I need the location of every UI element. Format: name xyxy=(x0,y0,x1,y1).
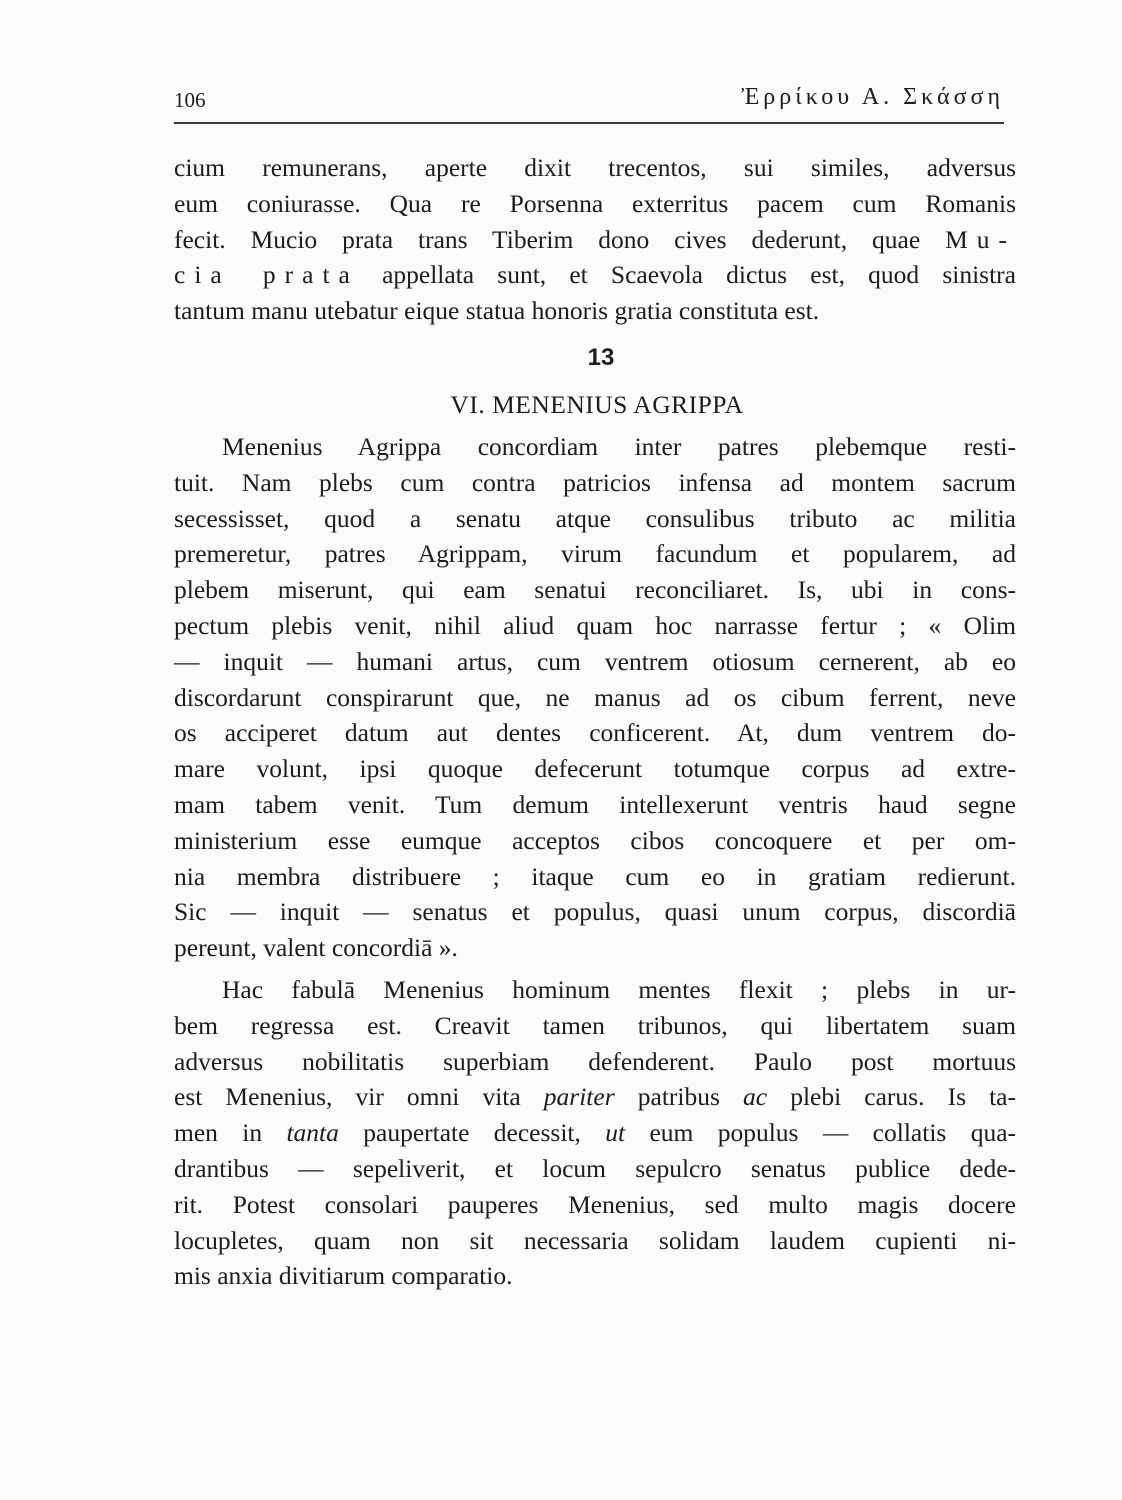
text-fragment: eum populus — collatis qua- xyxy=(625,1118,1017,1148)
text-line: secessisset, quod a senatu atque consulibus tributo ac militia xyxy=(174,503,1016,533)
text-line: adversus nobilitatis superbiam defenderent. Paulo post mortuus xyxy=(174,1046,1016,1076)
text-line: discordarunt conspirarunt que, ne manus ad os cibum ferrent, neve xyxy=(174,682,1016,712)
text-fragment: men in xyxy=(174,1118,287,1148)
text-line xyxy=(174,1079,1016,1115)
italic-word: ut xyxy=(605,1118,626,1148)
text-line: ministerium esse eumque acceptos cibos concoquere et per om- xyxy=(174,825,1016,855)
text-line: eum coniurasse. Qua re Porsenna exterritus pacem cum Romanis xyxy=(174,188,1016,218)
text-line: Menenius Agrippa concordiam inter patres plebemque resti- xyxy=(222,431,1016,461)
section-title: VI. MENENIUS AGRIPPA xyxy=(450,389,744,419)
body-text xyxy=(174,150,1016,1294)
text-line: mam tabem venit. Tum demum intellexerunt ventris haud segne xyxy=(174,789,1016,819)
text-line: locupletes, quam non sit necessaria solidam laudem cupienti ni- xyxy=(174,1225,1016,1255)
running-head: Ἐρρίκου Α. Σκάσση xyxy=(741,84,1004,110)
page-header xyxy=(174,82,1004,124)
text-fragment: paupertate decessit, xyxy=(338,1118,606,1148)
text-line: plebem miserunt, qui eam senatui reconciliaret. Is, ubi in cons- xyxy=(174,575,1016,605)
text-line: Hac fabulā Menenius hominum mentes flexit ; plebs in ur- xyxy=(222,974,1016,1004)
text-line: premeretur, patres Agrippam, virum facundum et popularem, ad xyxy=(174,539,1016,569)
spaced-text: Mu- xyxy=(945,224,1016,254)
text-line: tantum manu utebatur eique statua honoris gratia constituta est. xyxy=(174,296,820,326)
text-line: bem regressa est. Creavit tamen tribunos, qui libertatem suam xyxy=(174,1010,1016,1040)
italic-word: tanta xyxy=(286,1118,339,1148)
text-line: mare volunt, ipsi quoque defecerunt totumque corpus ad extre- xyxy=(174,754,1016,784)
text-line xyxy=(174,1115,1016,1151)
text-line: — inquit — humani artus, cum ventrem otiosum cernerent, ab eo xyxy=(174,646,1016,676)
text-line: tuit. Nam plebs cum contra patricios infensa ad montem sacrum xyxy=(174,467,1016,497)
page-number: 106 xyxy=(174,88,206,112)
text-line: rit. Potest consolari pauperes Menenius, sed multo magis docere xyxy=(174,1189,1016,1219)
text-line: Sic — inquit — senatus et populus, quasi unum corpus, discordiā xyxy=(174,897,1016,927)
text-line: pereunt, valent concordiā ». xyxy=(174,933,458,963)
text-fragment: fecit. Mucio prata trans Tiberim dono cives dederunt, quae xyxy=(174,224,921,254)
text-line xyxy=(174,222,1016,258)
italic-word: pariter xyxy=(543,1082,615,1112)
text-line: cium remunerans, aperte dixit trecentos, sui similes, adversus xyxy=(174,153,1016,182)
text-fragment: plebi carus. Is ta- xyxy=(767,1082,1016,1112)
text-line: drantibus — sepeliverit, et locum sepulcro senatus publice dede- xyxy=(174,1153,1016,1183)
text-line: mis anxia divitiarum comparatio. xyxy=(174,1261,513,1291)
section-number: 13 xyxy=(587,343,615,371)
text-line xyxy=(174,257,1016,293)
text-fragment: appellata sunt, et Scaevola dictus est, quod sinistra xyxy=(382,260,1016,290)
text-line: nia membra distribuere ; itaque cum eo in gratiam redierunt. xyxy=(174,861,1016,891)
italic-word: ac xyxy=(743,1082,768,1112)
text-line: pectum plebis venit, nihil aliud quam hoc narrasse fertur ; « Olim xyxy=(174,610,1016,640)
spaced-text: cia prata xyxy=(174,260,359,290)
text-fragment: patribus xyxy=(614,1082,744,1112)
text-fragment: est Menenius, vir omni vita xyxy=(174,1082,544,1112)
text-line: os acciperet datum aut dentes conficerent. At, dum ventrem do- xyxy=(174,718,1016,748)
